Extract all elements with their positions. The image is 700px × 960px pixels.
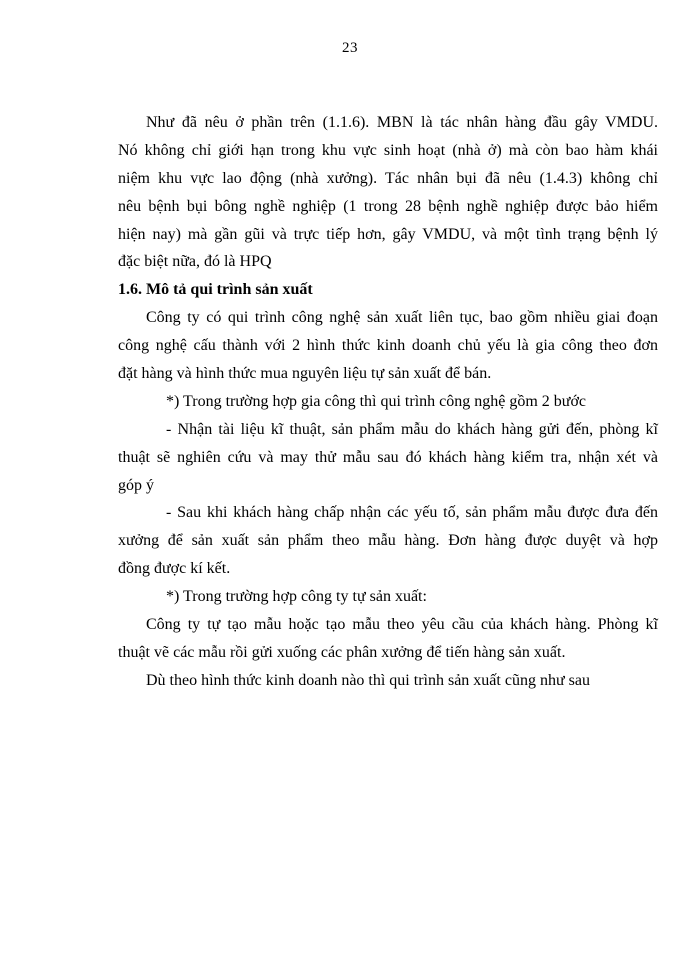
text-line: hiện nay) mà gần gũi và trực tiếp hơn, gây VMDU, và một tình trạng bệnh lý <box>118 225 658 243</box>
paragraph-self-production-detail <box>118 611 658 667</box>
text-line: thuật sẽ nghiên cứu và may thử mẫu sau đó khách hàng kiểm tra, nhận xét và <box>118 448 658 466</box>
text-line: góp ý <box>118 476 154 494</box>
text-line: xưởng để sản xuất sản phẩm theo mẫu hàng. Đơn hàng được duyệt và hợp <box>118 532 658 550</box>
text-line: đồng được kí kết. <box>118 560 231 578</box>
text-line: Công ty tự tạo mẫu hoặc tạo mẫu theo yêu cầu của khách hàng. Phòng kĩ <box>146 616 658 634</box>
text-line: thuật vẽ các mẫu rồi gửi xuống các phân xưởng để tiến hàng sản xuất. <box>118 643 566 661</box>
document-body <box>118 109 658 695</box>
text-line: Như đã nêu ở phần trên (1.1.6). MBN là tác nhân hàng đầu gây VMDU. <box>146 114 658 131</box>
text-line: - Nhận tài liệu kĩ thuật, sản phẩm mẫu do khách hàng gửi đến, phòng kĩ <box>166 420 658 438</box>
text-line: niệm khu vực lao động (nhà xưởng). Tác nhân bụi đã nêu (1.4.3) không chỉ <box>118 169 658 187</box>
text-line: công nghệ cấu thành với 2 hình thức kinh doanh chủ yếu là gia công theo đơn <box>118 337 658 355</box>
text-line: Công ty có qui trình công nghệ sản xuất liên tục, bao gồm nhiều giai đoạn <box>146 309 658 327</box>
paragraph-outsourcing-case: *) Trong trường hợp gia công thì qui trình công nghệ gồm 2 bước <box>166 392 587 410</box>
paragraph-vmdu-causes <box>118 109 658 276</box>
text-line: nêu bệnh bụi bông nghề nghiệp (1 trong 28 bệnh nghề nghiệp được bảo hiểm <box>118 197 658 215</box>
paragraph-step-one <box>118 416 658 500</box>
text-line: đặt hàng và hình thức mua nguyên liệu tự sản xuất để bán. <box>118 365 492 383</box>
paragraph-step-two <box>118 499 658 583</box>
paragraph-production-overview <box>118 304 658 388</box>
text-line: - Sau khi khách hàng chấp nhận các yếu tố, sản phẩm mẫu được đưa đến <box>166 504 658 522</box>
section-heading: 1.6. Mô tả qui trình sản xuất <box>118 281 313 299</box>
paragraph-process-intro: Dù theo hình thức kinh doanh nào thì qui trình sản xuất cũng như sau <box>146 671 590 689</box>
text-line: Nó không chỉ giới hạn trong khu vực sinh hoạt (nhà ở) mà còn bao hàm khái <box>118 141 658 159</box>
text-line: đặc biệt nữa, đó là HPQ <box>118 253 272 271</box>
page-number: 23 <box>342 40 358 56</box>
paragraph-self-production-case: *) Trong trường hợp công ty tự sản xuất: <box>166 588 427 606</box>
